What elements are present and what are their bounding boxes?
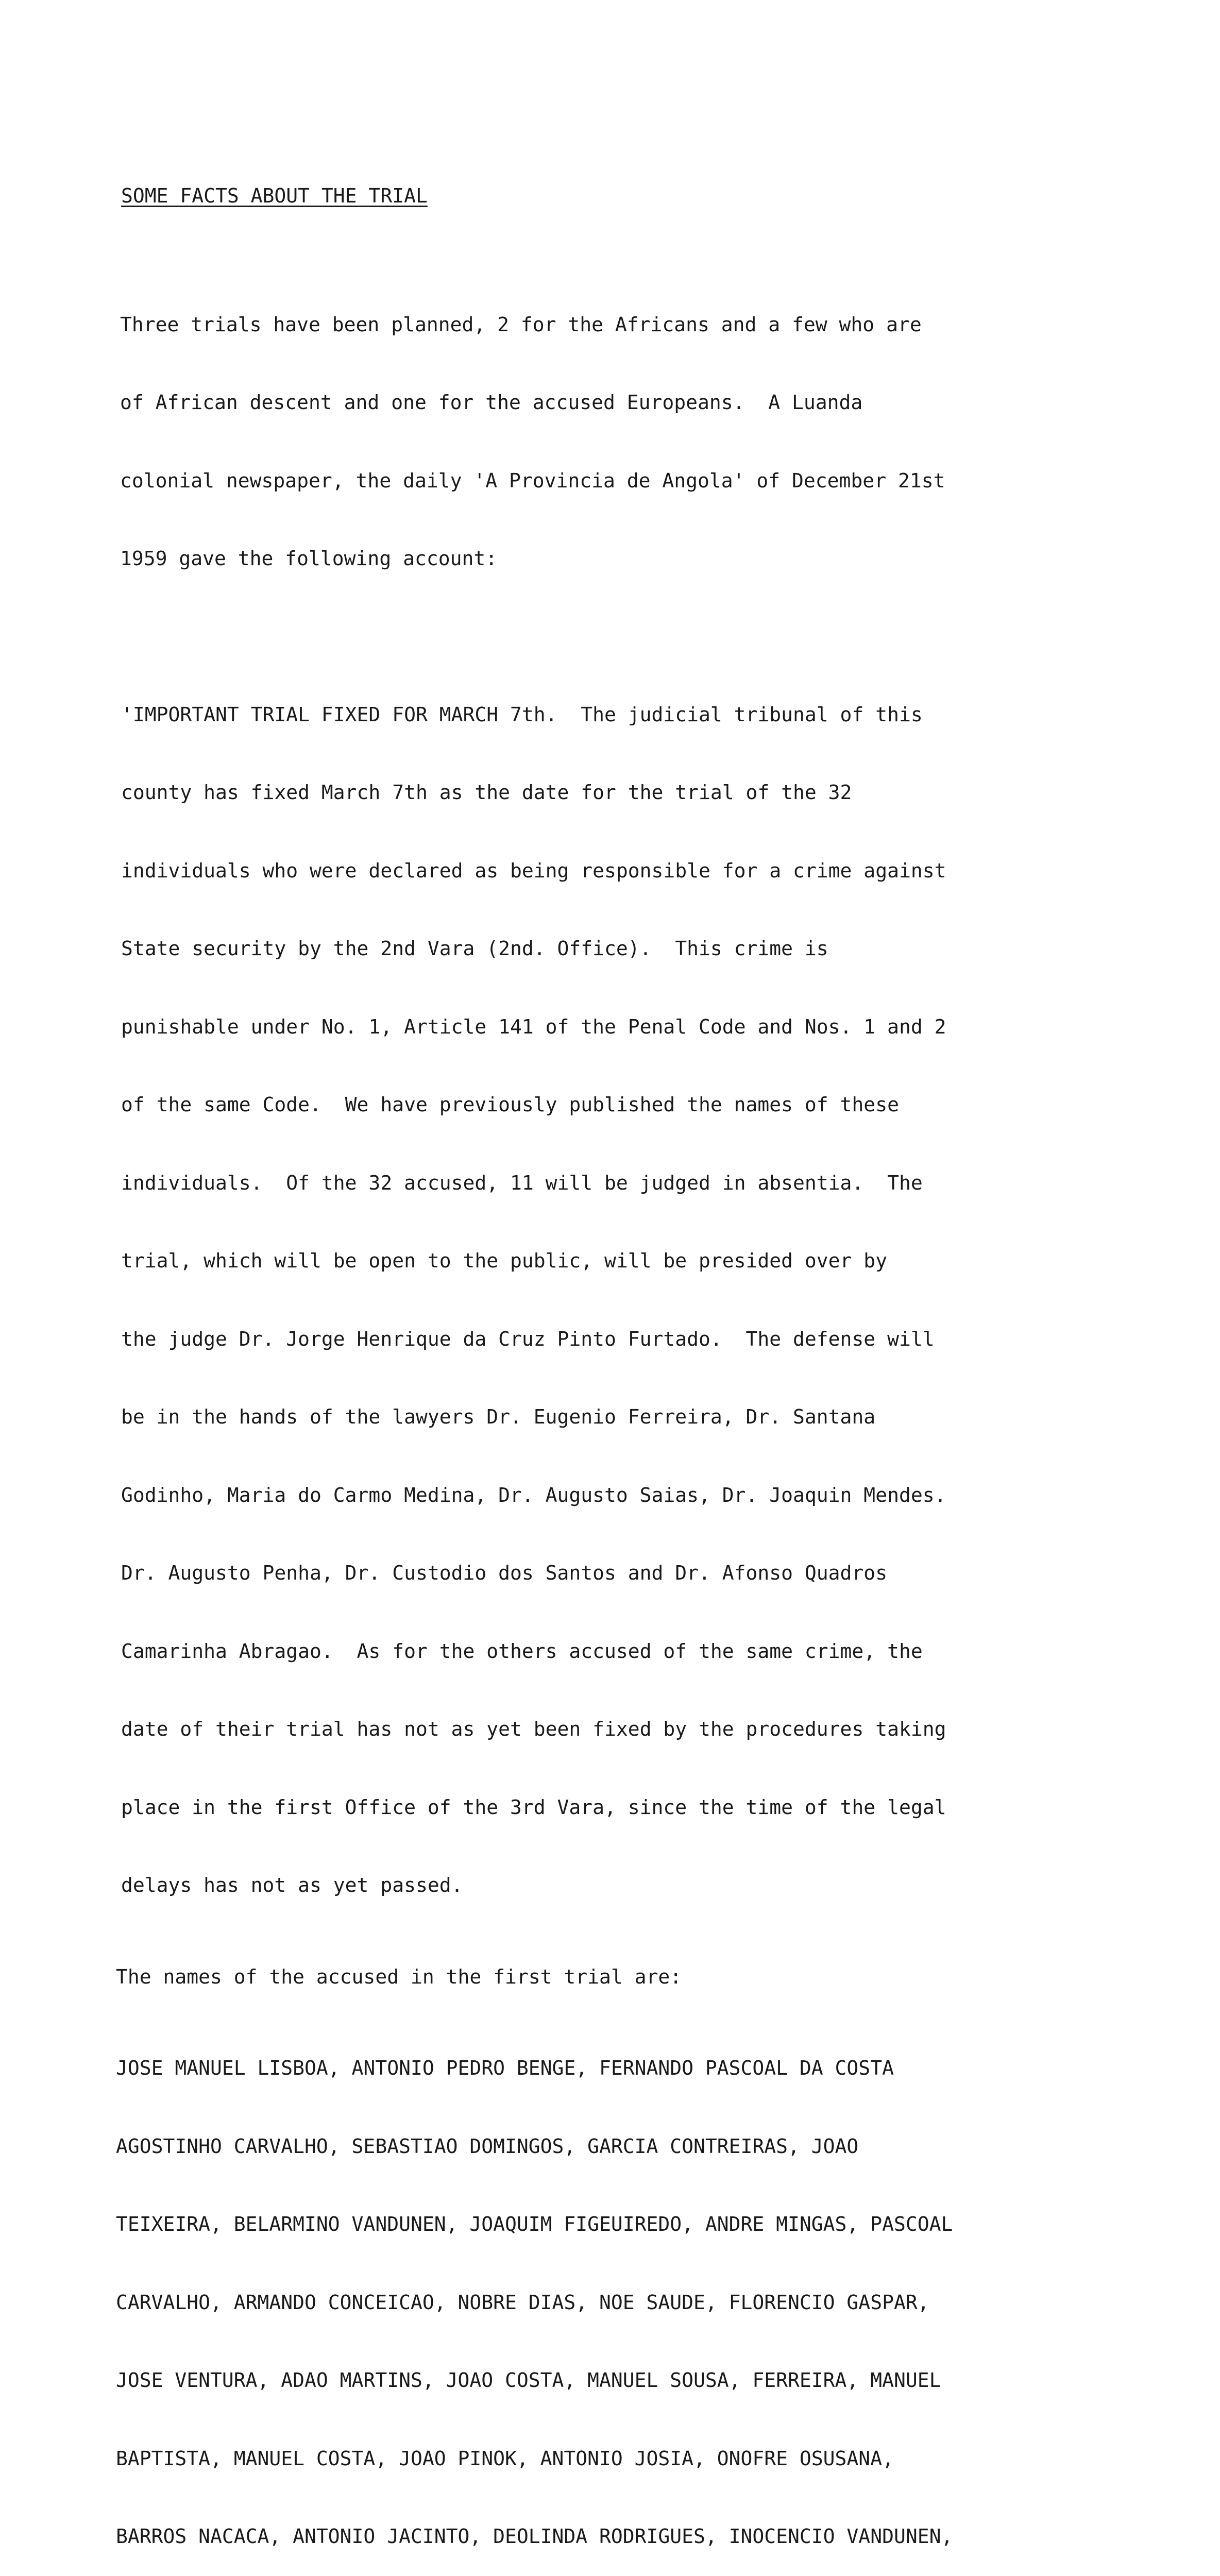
account-line: individuals who were declared as being responsible for a crime against [121, 859, 946, 882]
names-line: TEIXEIRA, BELARMINO VANDUNEN, JOAQUIM FIGEUIREDO, ANDRE MINGAS, PASCOAL [116, 2213, 953, 2235]
names-line: AGOSTINHO CARVALHO, SEBASTIAO DOMINGOS, GARCIA CONTREIRAS, JOAO [116, 2134, 859, 2158]
names-line: BARROS NACACA, ANTONIO JACINTO, DEOLINDA RODRIGUES, INOCENCIO VANDUNEN, [116, 2525, 953, 2548]
account-line: trial, which will be open to the public, will be presided over by [121, 1249, 888, 1272]
account-line: Dr. Augusto Penha, Dr. Custodio dos Santos and Dr. Afonso Quadros [121, 1562, 888, 1584]
intro-line: 1959 gave the following account: [120, 547, 498, 570]
account-line: punishable under No. 1, Article 141 of the Penal Code and Nos. 1 and 2 [121, 1015, 946, 1038]
intro-line: Three trials have been planned, 2 for the Africans and a few who are [120, 313, 922, 336]
names-line: CARVALHO, ARMANDO CONCEICAO, NOBRE DIAS, NOE SAUDE, FLORENCIO GASPAR, [116, 2291, 929, 2314]
document-heading: SOME FACTS ABOUT THE TRIAL [121, 184, 428, 207]
account-line: date of their trial has not as yet been fixed by the procedures taking [121, 1718, 946, 1740]
names-line: JOSE MANUEL LISBOA, ANTONIO PEDRO BENGE, FERNANDO PASCOAL DA COSTA [116, 2057, 894, 2079]
account-line: place in the first Office of the 3rd Vara, since the time of the legal [121, 1795, 946, 1819]
first-trial-names [116, 2003, 1043, 2576]
account-line: of the same Code. We have previously published the names of these [121, 1093, 899, 1116]
names-line: BAPTISTA, MANUEL COSTA, JOAO PINOK, ANTONIO JOSIA, ONOFRE OSUSANA, [116, 2447, 894, 2470]
intro-paragraph [120, 260, 1043, 624]
newspaper-account [121, 650, 1043, 1951]
intro-line: colonial newspaper, the daily 'A Provincia de Angola' of December 21st [120, 469, 945, 492]
account-line: individuals. Of the 32 accused, 11 will be judged in absentia. The [121, 1171, 923, 1194]
account-line: the judge Dr. Jorge Henrique da Cruz Pinto Furtado. The defense will [121, 1327, 935, 1350]
document-body [116, 183, 1043, 2576]
account-line: be in the hands of the lawyers Dr. Eugenio Ferreira, Dr. Santana [121, 1405, 876, 1428]
account-line: State security by the 2nd Vara (2nd. Office). This crime is [121, 937, 828, 960]
account-line: delays has not as yet passed. [121, 1874, 463, 1896]
account-line: county has fixed March 7th as the date for the trial of the 32 [121, 781, 852, 804]
account-line: Godinho, Maria do Carmo Medina, Dr. Augusto Saias, Dr. Joaquin Mendes. [121, 1483, 946, 1506]
intro-line: of African descent and one for the accused Europeans. A Luanda [120, 391, 863, 414]
first-trial-intro: The names of the accused in the first trial are: [116, 1965, 682, 1988]
names-line: JOSE VENTURA, ADAO MARTINS, JOAO COSTA, MANUEL SOUSA, FERREIRA, MANUEL [116, 2369, 941, 2392]
account-line: 'IMPORTANT TRIAL FIXED FOR MARCH 7th. The judicial tribunal of this [121, 703, 923, 726]
account-line: Camarinha Abragao. As for the others accused of the same crime, the [121, 1639, 923, 1663]
